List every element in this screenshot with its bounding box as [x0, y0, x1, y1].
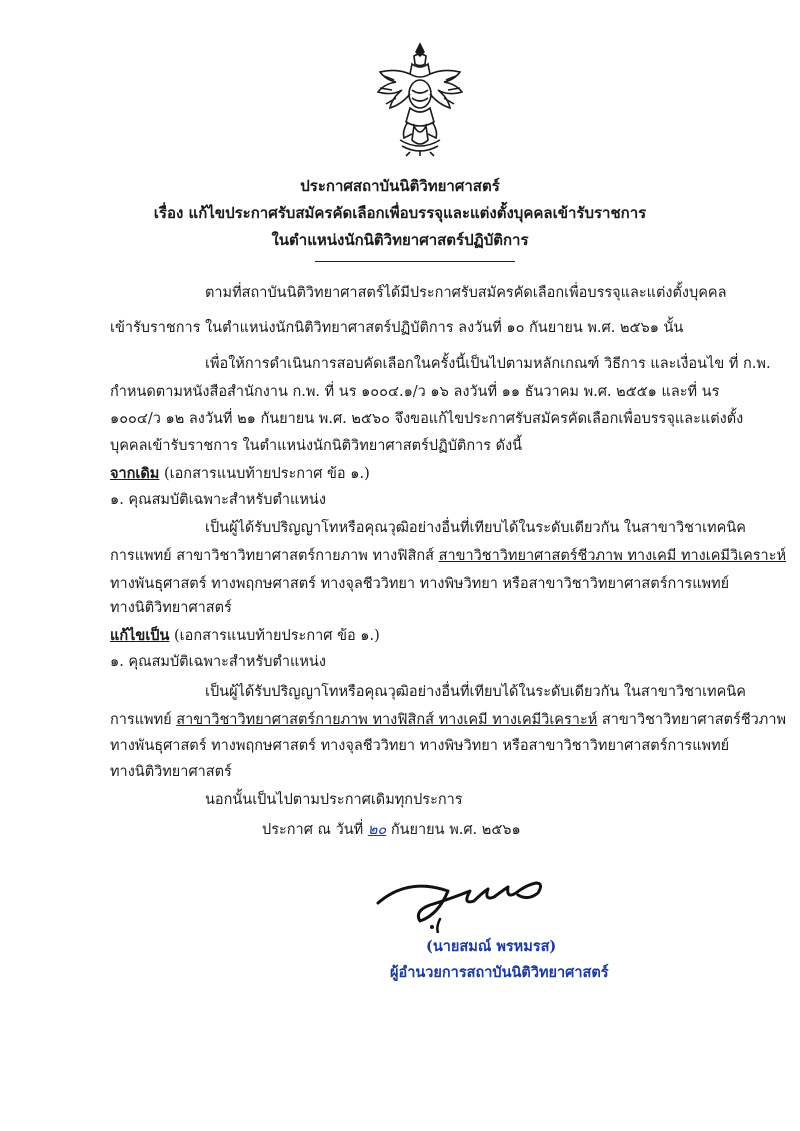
- from-line3: ทางพันธุศาสตร์ ทางพฤกษศาสตร์ ทางจุลชีววิทยา ทางพิษวิทยา หรือสาขาวิชาวิทยาศาสตร์การแพทย์: [110, 576, 730, 592]
- to-line2-text: การแพทย์: [110, 712, 177, 728]
- to-line2-underlined: สาขาวิชาวิทยาศาสตร์กายภาพ ทางฟิสิกส์ ทางเคมี ทางเคมีวิเคราะห์: [176, 712, 598, 728]
- title-divider: [315, 261, 515, 262]
- para2-line4: บุคคลเข้ารับราชการ ในตำแหน่งนักนิติวิทยาศาสตร์ปฏิบัติการ ดังนี้: [110, 438, 523, 454]
- date-day: ๒๐: [367, 822, 387, 838]
- to-reference: (เอกสารแนบท้ายประกาศ ข้อ ๑.): [169, 628, 380, 644]
- to-line1: เป็นผู้ได้รับปริญญาโทหรือคุณวุฒิอย่างอื่นที่เทียบได้ในระดับเดียวกัน ในสาขาวิชาเทคนิค: [205, 684, 746, 700]
- announcement-position: ในตำแหน่งนักนิติวิทยาศาสตร์ปฏิบัติการ: [271, 231, 529, 249]
- to-heading: แก้ไขเป็น: [110, 627, 170, 644]
- date-prefix: ประกาศ ณ วันที่: [262, 822, 368, 838]
- from-reference: (เอกสารแนบท้ายประกาศ ข้อ ๑.): [159, 466, 370, 482]
- signature-icon: [370, 873, 605, 933]
- from-line2-text: การแพทย์ สาขาวิชาวิทยาศาสตร์กายภาพ ทางฟิสิกส์: [110, 548, 439, 564]
- to-line2: [110, 708, 786, 731]
- signatory-position: ผู้อำนวยการสถาบันนิติวิทยาศาสตร์: [390, 964, 609, 981]
- from-line2-underlined: สาขาวิชาวิทยาศาสตร์ชีวภาพ ทางเคมี ทางเคมีวิเคราะห์: [438, 548, 787, 564]
- from-line4: ทางนิติวิทยาศาสตร์: [110, 600, 232, 616]
- to-heading-line: [110, 624, 380, 647]
- to-line2-tail: สาขาวิชาวิทยาศาสตร์ชีวภาพ: [597, 712, 787, 728]
- from-heading: จากเดิม: [110, 465, 160, 482]
- from-line2: [110, 544, 786, 567]
- para2-line2: กำหนดตามหนังสือสำนักงาน ก.พ. ที่ นร ๑๐๐๔.๑/ว ๑๖ ลงวันที่ ๑๑ ธันวาคม พ.ศ. ๒๕๕๑ และที่ นร: [110, 384, 720, 400]
- to-line4: ทางนิติวิทยาศาสตร์: [110, 764, 232, 780]
- from-heading-line: [110, 462, 370, 485]
- announcement-date: [262, 818, 521, 841]
- para2-line1: เพื่อให้การดำเนินการสอบคัดเลือกในครั้งนี้เป็นไปตามหลักเกณฑ์ วิธีการ และเงื่อนไข ที่ ก.พ.: [205, 356, 771, 372]
- to-line3: ทางพันธุศาสตร์ ทางพฤกษศาสตร์ ทางจุลชีววิทยา ทางพิษวิทยา หรือสาขาวิชาวิทยาศาสตร์การแพทย์: [110, 738, 730, 754]
- para1-line1: ตามที่สถาบันนิติวิทยาศาสตร์ได้มีประกาศรับสมัครคัดเลือกเพื่อบรรจุและแต่งตั้งบุคคล: [205, 285, 727, 301]
- announcement-heading: ประกาศสถาบันนิติวิทยาศาสตร์: [300, 177, 500, 195]
- para1-line2: เข้ารับราชการ ในตำแหน่งนักนิติวิทยาศาสตร์ปฏิบัติการ ลงวันที่ ๑๐ กันยายน พ.ศ. ๒๕๖๑ นั้น: [110, 320, 684, 336]
- signatory-name: (นายสมณ์ พรหมรส): [426, 938, 557, 955]
- garuda-emblem-icon: [370, 40, 470, 158]
- from-item: ๑. คุณสมบัติเฉพาะสำหรับตำแหน่ง: [110, 492, 326, 508]
- date-suffix: กันยายน พ.ศ. ๒๕๖๑: [386, 822, 521, 838]
- closing-text: นอกนั้นเป็นไปตามประกาศเดิมทุกประการ: [205, 792, 463, 808]
- to-item: ๑. คุณสมบัติเฉพาะสำหรับตำแหน่ง: [110, 654, 326, 670]
- para2-line3: ๑๐๐๔/ว ๑๒ ลงวันที่ ๒๑ กันยายน พ.ศ. ๒๕๖๐ จึงขอแก้ไขประกาศรับสมัครคัดเลือกเพื่อบรรจุและแต่งตั้ง: [110, 411, 744, 427]
- from-line1: เป็นผู้ได้รับปริญญาโทหรือคุณวุฒิอย่างอื่นที่เทียบได้ในระดับเดียวกัน ในสาขาวิชาเทคนิค: [205, 520, 746, 536]
- announcement-subject: เรื่อง แก้ไขประกาศรับสมัครคัดเลือกเพื่อบรรจุและแต่งตั้งบุคคลเข้ารับราชการ: [153, 204, 647, 222]
